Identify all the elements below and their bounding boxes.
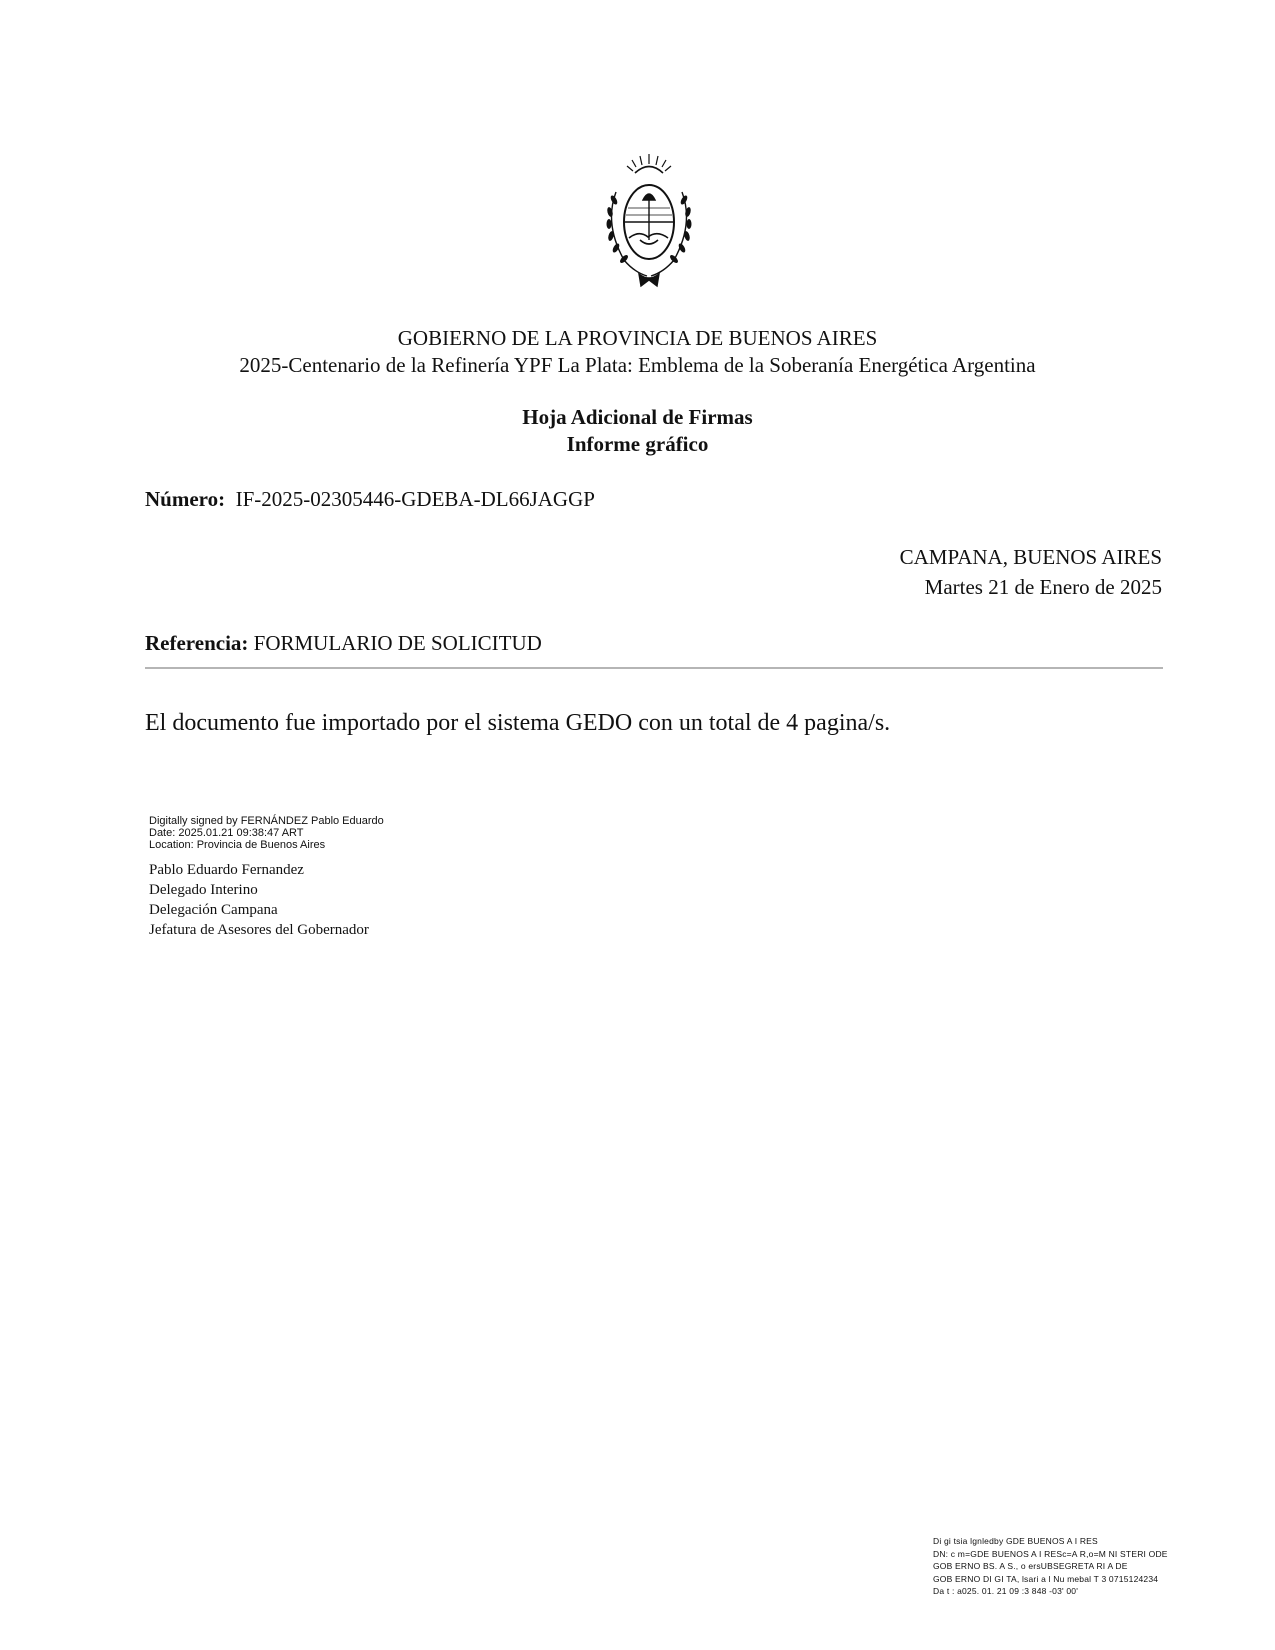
system-signature-line: GOB ERNO DI GI TA, lsari a l Nu mebal T 3 0715124234: [933, 1573, 1159, 1584]
system-signature-stamp: [933, 1535, 1168, 1598]
document-subtitle: Informe gráfico: [566, 432, 709, 456]
coat-of-arms-icon: [602, 152, 696, 288]
document-place: CAMPANA, BUENOS AIRES: [899, 545, 1162, 569]
signature-signed-by: Digitally signed by FERNÁNDEZ Pablo Eduardo: [149, 815, 384, 827]
government-title: GOBIERNO DE LA PROVINCIA DE BUENOS AIRES: [397, 326, 878, 350]
document-title: Hoja Adicional de Firmas: [522, 405, 753, 429]
signer-office: Delegación Campana: [149, 902, 278, 918]
reference-label: Referencia:: [145, 631, 249, 655]
number-value: IF-2025-02305446-GDEBA-DL66JAGGP: [235, 487, 595, 511]
digital-signature-stamp: [149, 815, 384, 851]
document-reference: [145, 631, 542, 656]
signer-block: [149, 860, 369, 940]
number-label: Número:: [145, 487, 226, 511]
signature-date: Date: 2025.01.21 09:38:47 ART: [149, 827, 304, 839]
system-signature-line: GOB ERNO BS. A S., o ersUBSEGRETA RI A DE: [933, 1561, 1128, 1571]
signature-location: Location: Provincia de Buenos Aires: [149, 839, 326, 851]
signer-name: Pablo Eduardo Fernandez: [149, 862, 304, 878]
document-number: [145, 487, 595, 512]
body-text: El documento fue importado por el sistema GEDO con un total de 4 pagina/s.: [145, 710, 891, 736]
annual-motto: 2025-Centenario de la Refinería YPF La Plata: Emblema de la Soberanía Energética Argentina: [239, 353, 1036, 377]
system-signature-line: Da t : a025. 01. 21 09 :3 848 -03' 00': [933, 1586, 1079, 1596]
reference-value: FORMULARIO DE SOLICITUD: [253, 631, 542, 655]
system-signature-line: DN: c m=GDE BUENOS A I RESc=A R,o=M NI STERI ODE: [933, 1548, 1168, 1559]
document-date: Martes 21 de Enero de 2025: [924, 575, 1162, 599]
signer-department: Jefatura de Asesores del Gobernador: [149, 922, 369, 938]
divider: [145, 667, 1163, 669]
signer-role: Delegado Interino: [149, 882, 258, 898]
system-signature-line: Di gi tsia lgnledby GDE BUENOS A I RES: [933, 1536, 1098, 1546]
